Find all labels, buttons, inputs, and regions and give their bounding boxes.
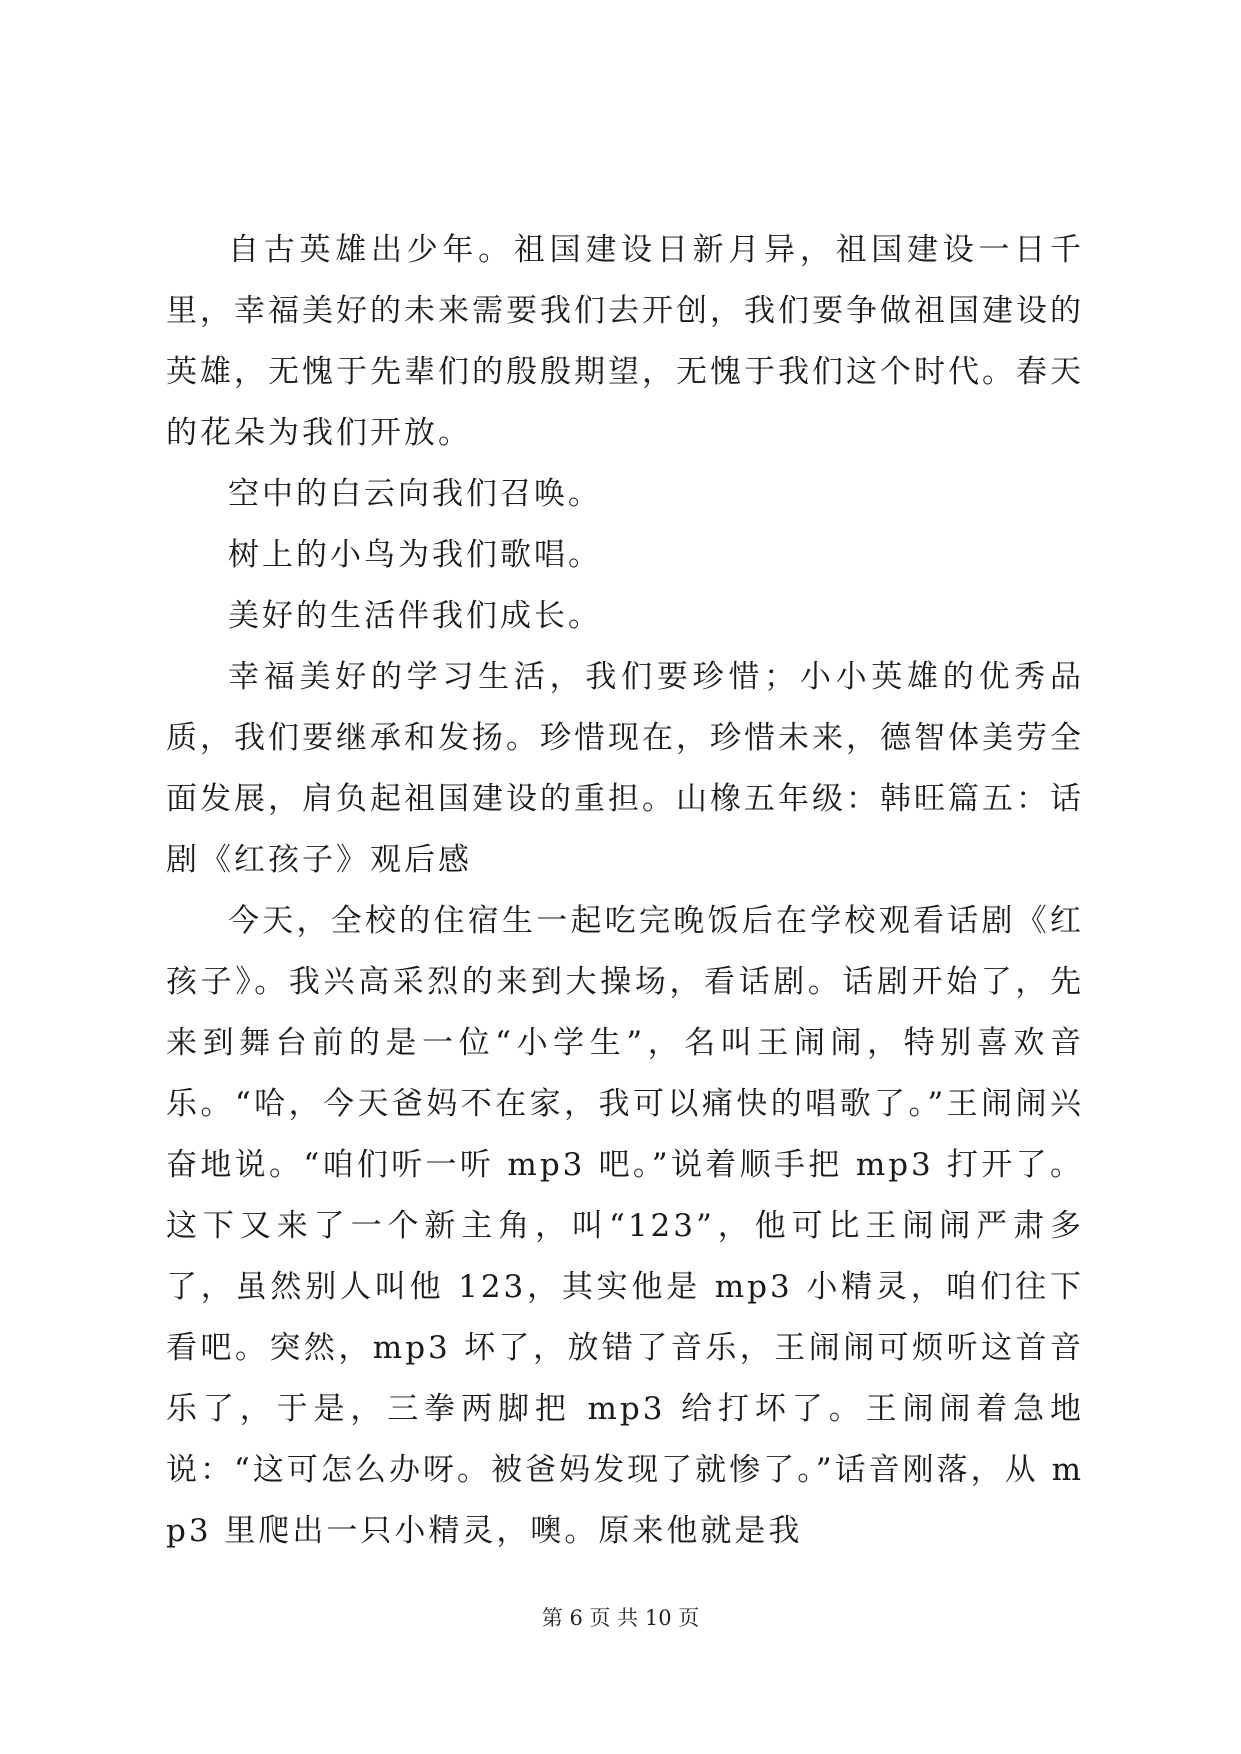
paragraph-3: 树上的小鸟为我们歌唱。 [228, 537, 602, 573]
document-body [166, 220, 1084, 1562]
paragraph-6: 今天，全校的住宿生一起吃完晚饭后在学校观看话剧《红孩子》。我兴高采烈的来到大操场，看话剧。话剧开始了，先来到舞台前的是一位“小学生”，名叫王闹闹，特别喜欢音乐。“哈，今天爸妈不在家，我可以痛快的唱歌了。”王闹闹兴奋地说。“咱们听一听 mp3 吧。”说着顺手把 mp3 打开了。这下又来了一个新主角，叫“123”，他可比王闹闹严肃多了，虽然别人叫他 123，其实他是 mp3 小精灵，咱们往下看吧。突然，mp3 坏了，放错了音乐，王闹闹可烦听这首音乐了，于是，三拳两脚把 mp3 给打坏了。王闹闹着急地说：“这可怎么办呀。被爸妈发现了就惨了。”话音刚落，从 mp3 里爬出一只小精灵，噢。原来他就是我 [166, 903, 1084, 1549]
paragraph-2: 空中的白云向我们召唤。 [228, 476, 602, 512]
paragraph-1: 自古英雄出少年。祖国建设日新月异，祖国建设一日千里，幸福美好的未来需要我们去开创，我们要争做祖国建设的英雄，无愧于先辈们的殷殷期望，无愧于我们这个时代。春天的花朵为我们开放。 [166, 232, 1084, 451]
paragraph-5: 幸福美好的学习生活，我们要珍惜；小小英雄的优秀品质，我们要继承和发扬。珍惜现在，珍惜未来，德智体美劳全面发展，肩负起祖国建设的重担。山橡五年级：韩旺篇五：话剧《红孩子》观后感 [166, 659, 1084, 878]
paragraph-4: 美好的生活伴我们成长。 [228, 598, 602, 634]
page-footer: 第 6 页 共 10 页 [541, 1606, 700, 1630]
